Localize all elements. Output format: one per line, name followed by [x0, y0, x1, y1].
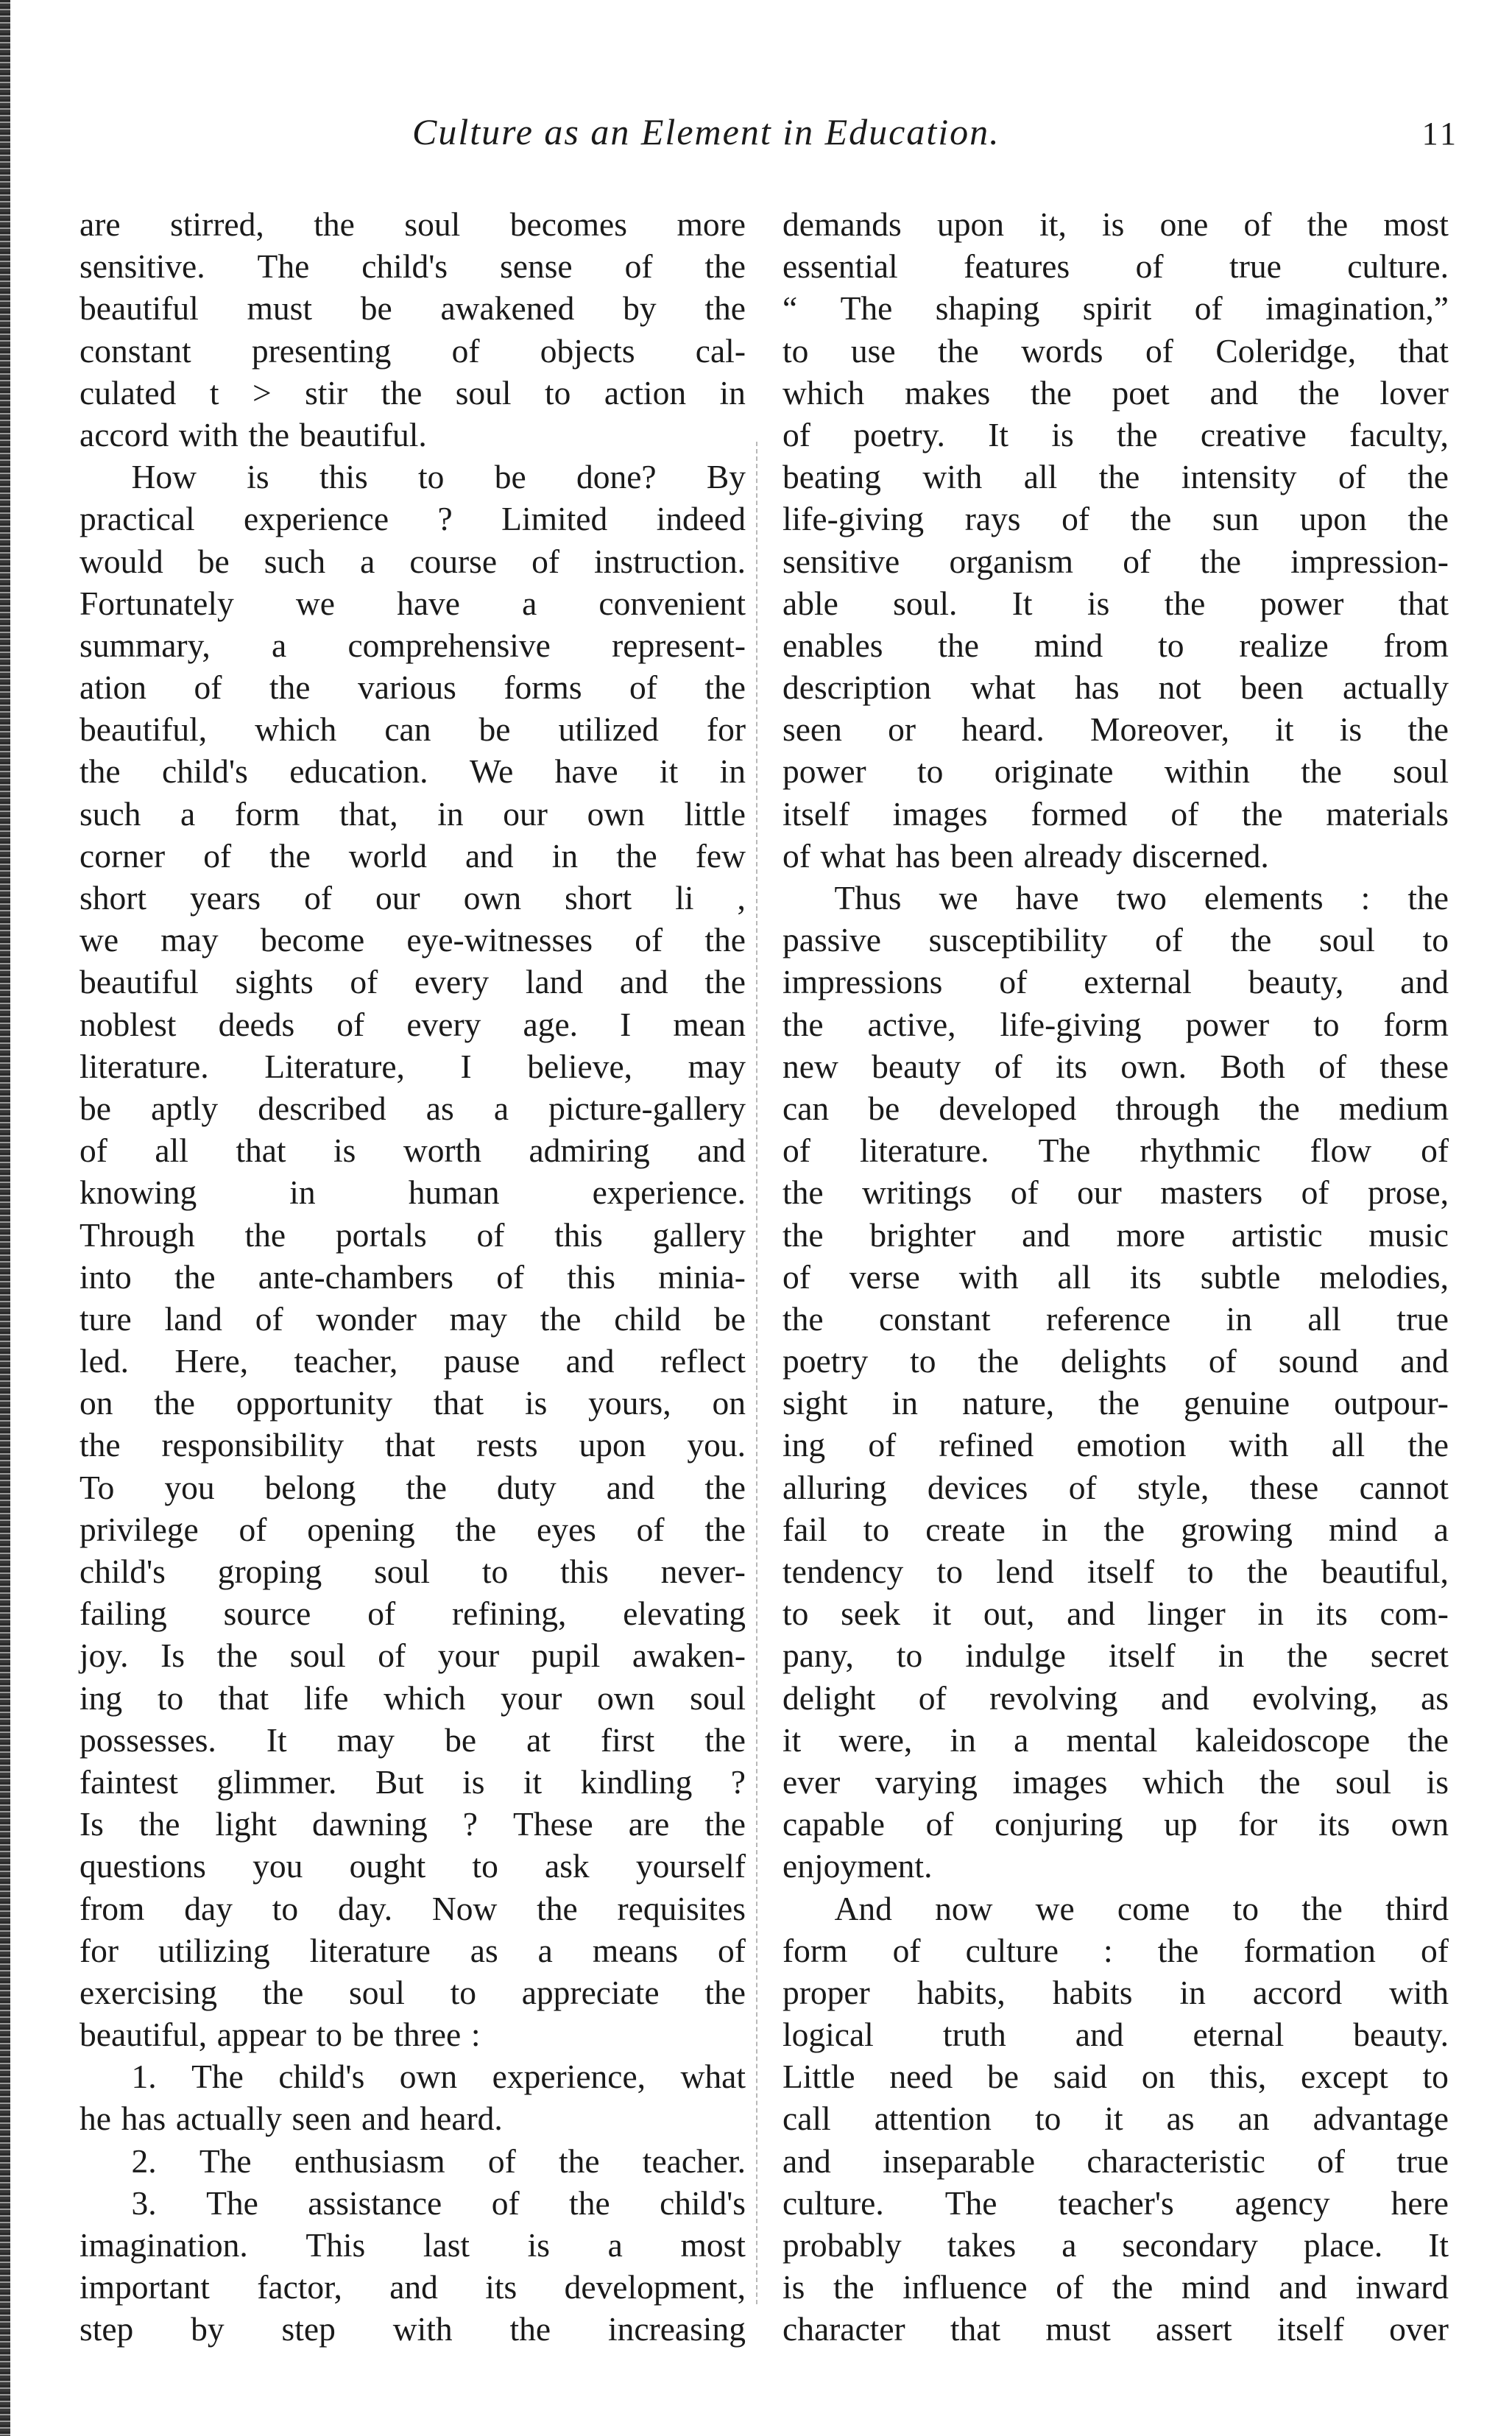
text-line: to use the words of Coleridge, that	[783, 331, 1449, 370]
text-line: life-giving rays of the sun upon the	[783, 500, 1449, 538]
text-line: of poetry. It is the creative faculty,	[783, 415, 1449, 453]
text-line: to seek it out, and linger in its com-	[783, 1595, 1449, 1633]
column-gutter	[756, 442, 757, 2304]
running-title: Culture as an Element in Education.	[412, 111, 1000, 152]
text-line: be aptly described as a picture-gallery	[80, 1089, 746, 1127]
text-line: character that must assert itself over	[783, 2310, 1449, 2348]
text-line: tendency to lend itself to the beautiful,	[783, 1553, 1449, 1590]
text-line: fail to create in the growing mind a	[783, 1510, 1449, 1548]
text-line: capable of conjuring up for its own	[783, 1805, 1449, 1843]
text-line: knowing in human experience.	[80, 1173, 746, 1212]
text-line: ing to that life which your own soul	[80, 1678, 746, 1717]
text-line: alluring devices of style, these cannot	[783, 1468, 1449, 1506]
text-line: able soul. It is the power that	[783, 584, 1449, 622]
text-line: And now we come to the third	[834, 1889, 1449, 1927]
text-line: can be developed through the medium	[783, 1089, 1449, 1127]
text-line: essential features of true culture.	[783, 247, 1449, 286]
text-line: seen or heard. Moreover, it is the	[783, 710, 1449, 749]
text-line: enjoyment.	[783, 1847, 933, 1885]
text-line: sensitive organism of the impression-	[783, 542, 1449, 580]
text-line: of all that is worth admiring and	[80, 1131, 746, 1170]
text-line: into the ante-chambers of this minia-	[80, 1257, 746, 1296]
text-line: accord with the beautiful.	[80, 415, 427, 453]
text-line: literature. Literature, I believe, may	[80, 1047, 746, 1085]
text-line: new beauty of its own. Both of these	[783, 1047, 1449, 1085]
text-line: beautiful must be awakened by the	[80, 289, 746, 328]
text-line: of literature. The rhythmic flow of	[783, 1131, 1449, 1170]
text-line: he has actually seen and heard.	[80, 2100, 503, 2138]
text-line: 2. The enthusiasm of the teacher.	[131, 2142, 746, 2180]
text-line: Is the light dawning ? These are the	[80, 1805, 746, 1843]
text-line: important factor, and its development,	[80, 2268, 746, 2306]
text-line: summary, a comprehensive represent-	[80, 626, 746, 664]
text-line: failing source of refining, elevating	[80, 1595, 746, 1633]
text-line: 1. The child's own experience, what	[131, 2058, 746, 2096]
text-line: practical experience ? Limited indeed	[80, 500, 746, 538]
text-line: ing of refined emotion with all the	[783, 1426, 1449, 1464]
text-line: How is this to be done? By	[131, 458, 746, 496]
text-line: the child's education. We have it in	[80, 752, 746, 791]
right-text-column	[783, 203, 1449, 2351]
text-line: which makes the poet and the lover	[783, 373, 1449, 412]
text-line: and inseparable characteristic of true	[783, 2142, 1449, 2180]
text-line: child's groping soul to this never-	[80, 1553, 746, 1590]
text-line: ture land of wonder may the child be	[80, 1299, 746, 1338]
text-line: beautiful sights of every land and the	[80, 963, 746, 1001]
text-line: Fortunately we have a convenient	[80, 584, 746, 622]
text-line: beating with all the intensity of the	[783, 458, 1449, 496]
text-line: we may become eye-witnesses of the	[80, 921, 746, 959]
text-line: form of culture : the formation of	[783, 1931, 1449, 1969]
text-line: demands upon it, is one of the most	[783, 205, 1449, 243]
text-line: the responsibility that rests upon you.	[80, 1426, 746, 1464]
text-line: passive susceptibility of the soul to	[783, 921, 1449, 959]
text-line: sight in nature, the genuine outpour-	[783, 1384, 1449, 1422]
text-line: logical truth and eternal beauty.	[783, 2016, 1449, 2054]
text-line: would be such a course of instruction.	[80, 542, 746, 580]
text-line: constant presenting of objects cal-	[80, 331, 746, 370]
text-line: it were, in a mental kaleidoscope the	[783, 1720, 1449, 1759]
text-line: noblest deeds of every age. I mean	[80, 1005, 746, 1043]
text-line: To you belong the duty and the	[80, 1468, 746, 1506]
text-line: ever varying images which the soul is	[783, 1762, 1449, 1801]
text-line: possesses. It may be at first the	[80, 1720, 746, 1759]
text-line: beautiful, which can be utilized for	[80, 710, 746, 749]
text-line: the brighter and more artistic music	[783, 1215, 1449, 1254]
text-line: Little need be said on this, except to	[783, 2058, 1449, 2096]
text-line: on the opportunity that is yours, on	[80, 1384, 746, 1422]
text-line: power to originate within the soul	[783, 752, 1449, 791]
page-binding-edge	[0, 0, 10, 2436]
text-line: delight of revolving and evolving, as	[783, 1678, 1449, 1717]
text-line: poetry to the delights of sound and	[783, 1342, 1449, 1380]
text-line: for utilizing literature as a means of	[80, 1931, 746, 1969]
text-line: “ The shaping spirit of imagination,”	[783, 289, 1449, 328]
page-number: 11	[1421, 116, 1459, 152]
text-line: the writings of our masters of prose,	[783, 1173, 1449, 1212]
text-line: step by step with the increasing	[80, 2310, 746, 2348]
text-line: from day to day. Now the requisites	[80, 1889, 746, 1927]
text-line: corner of the world and in the few	[80, 836, 746, 875]
text-line: the active, life-giving power to form	[783, 1005, 1449, 1043]
text-line: description what has not been actually	[783, 668, 1449, 707]
text-line: call attention to it as an advantage	[783, 2100, 1449, 2138]
text-line: probably takes a secondary place. It	[783, 2226, 1449, 2264]
text-line: is the influence of the mind and inward	[783, 2268, 1449, 2306]
text-line: faintest glimmer. But is it kindling ?	[80, 1762, 746, 1801]
left-text-column	[80, 203, 746, 2351]
text-line: Thus we have two elements : the	[834, 879, 1449, 917]
text-line: exercising the soul to appreciate the	[80, 1973, 746, 2011]
text-line: led. Here, teacher, pause and reflect	[80, 1342, 746, 1380]
text-line: culture. The teacher's agency here	[783, 2183, 1449, 2222]
text-line: pany, to indulge itself in the secret	[783, 1637, 1449, 1675]
text-line: such a form that, in our own little	[80, 794, 746, 833]
text-line: sensitive. The child's sense of the	[80, 247, 746, 286]
text-line: ation of the various forms of the	[80, 668, 746, 707]
text-line: beautiful, appear to be three :	[80, 2016, 481, 2054]
text-line: of verse with all its subtle melodies,	[783, 1257, 1449, 1296]
text-line: of what has been already discerned.	[783, 836, 1269, 875]
text-line: joy. Is the soul of your pupil awaken-	[80, 1637, 746, 1675]
text-line: enables the mind to realize from	[783, 626, 1449, 664]
text-line: questions you ought to ask yourself	[80, 1847, 746, 1885]
text-line: Through the portals of this gallery	[80, 1215, 746, 1254]
text-line: privilege of opening the eyes of the	[80, 1510, 746, 1548]
text-line: itself images formed of the materials	[783, 794, 1449, 833]
text-line: proper habits, habits in accord with	[783, 1973, 1449, 2011]
text-line: the constant reference in all true	[783, 1299, 1449, 1338]
text-line: impressions of external beauty, and	[783, 963, 1449, 1001]
text-line: imagination. This last is a most	[80, 2226, 746, 2264]
text-line: 3. The assistance of the child's	[131, 2183, 746, 2222]
running-header	[0, 110, 1512, 162]
text-line: culated t > stir the soul to action in	[80, 373, 746, 412]
text-line: short years of our own short li ,	[80, 879, 746, 917]
text-line: are stirred, the soul becomes more	[80, 205, 746, 243]
